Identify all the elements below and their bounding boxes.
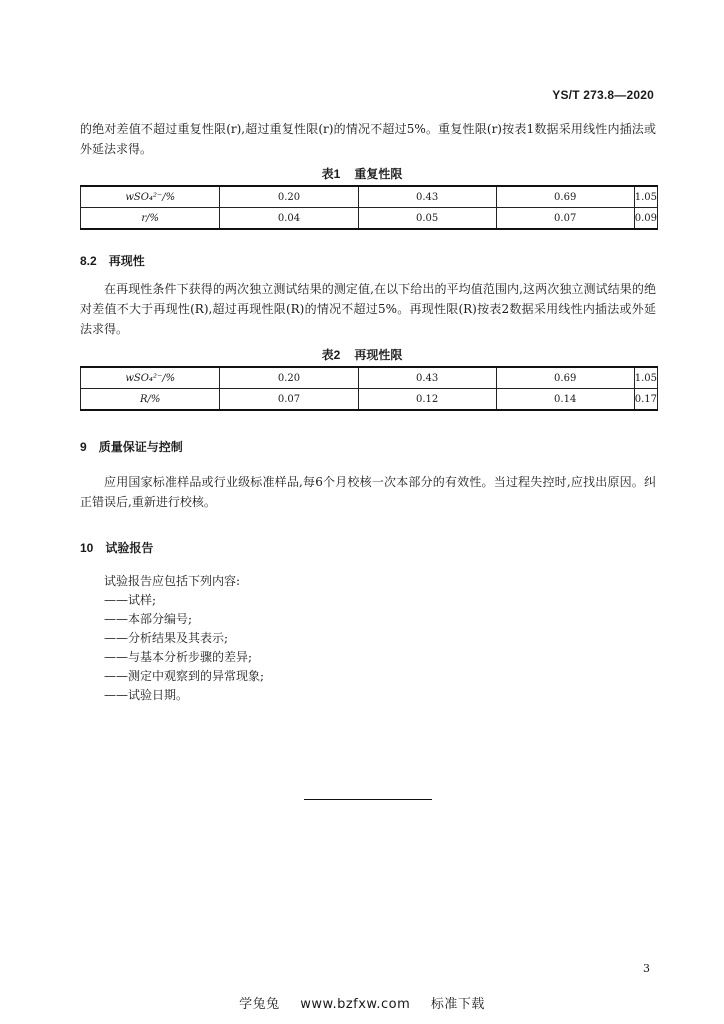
table-cell: 0.05 (358, 208, 496, 230)
table-cell: 0.20 (220, 186, 358, 208)
table-cell: wSO₄²⁻/% (81, 367, 220, 389)
section-9-heading (80, 438, 183, 455)
table-cell: 0.07 (220, 389, 358, 411)
table-row (81, 208, 658, 230)
section-9-paragraph: 应用国家标准样品或行业级标准样品,每6个月校核一次本部分的有效性。当过程失控时,应找出原因。纠正错误后,重新进行校核。 (80, 475, 656, 509)
section-10-heading (80, 539, 153, 556)
table-cell: 0.14 (496, 389, 634, 411)
section-title: 质量保证与控制 (98, 440, 183, 454)
table1-caption (0, 165, 724, 182)
section-number: 10 (80, 541, 94, 555)
table-cell: 0.09 (634, 208, 657, 230)
table-cell: 0.04 (220, 208, 358, 230)
table1-title: 重复性限 (354, 167, 403, 181)
table-cell: 0.12 (358, 389, 496, 411)
table-cell: 0.43 (358, 367, 496, 389)
table-cell: 0.69 (496, 367, 634, 389)
list-item: ——试样; (104, 593, 157, 607)
table2 (80, 366, 658, 411)
list-item: ——测定中观察到的异常现象; (104, 669, 265, 683)
section-title: 试验报告 (105, 541, 154, 555)
table-cell: R/% (81, 389, 220, 411)
table1 (80, 185, 658, 230)
table-cell: 0.69 (496, 186, 634, 208)
report-contents-list (104, 572, 264, 705)
table-row (81, 389, 658, 411)
table-cell: 0.07 (496, 208, 634, 230)
standard-code: YS/T 273.8—2020 (552, 88, 654, 102)
table-cell: 0.20 (220, 367, 358, 389)
table-row (81, 367, 658, 389)
footer-watermark (0, 993, 724, 1012)
list-item: ——与基本分析步骤的差异; (104, 650, 253, 664)
footer-site-name: 学兔兔 (239, 997, 280, 1012)
footer-tagline: 标准下载 (430, 997, 485, 1012)
table-cell: 0.17 (634, 389, 657, 411)
section-8-2-heading (80, 252, 145, 269)
table-cell: wSO₄²⁻/% (81, 186, 220, 208)
table-row (81, 186, 658, 208)
section-title: 再现性 (108, 254, 145, 268)
list-item: ——本部分编号; (104, 612, 193, 626)
table-cell: r/% (81, 208, 220, 230)
table-cell: 1.05 (634, 367, 657, 389)
table2-number: 表2 (321, 348, 341, 362)
section-number: 9 (80, 440, 87, 454)
table1-number: 表1 (321, 167, 341, 181)
section-number: 8.2 (80, 254, 97, 268)
footer-url[interactable]: www.bzfxw.com (300, 997, 411, 1012)
end-rule (304, 799, 432, 800)
intro-paragraph: 的绝对差值不超过重复性限(r),超过重复性限(r)的情况不超过5%。重复性限(r)按表1数据采用线性内插法或外延法求得。 (80, 122, 656, 156)
list-lead: 试验报告应包括下列内容: (104, 574, 241, 588)
table-cell: 1.05 (634, 186, 657, 208)
table-cell: 0.43 (358, 186, 496, 208)
section-8-2-paragraph: 在再现性条件下获得的两次独立测试结果的测定值,在以下给出的平均值范围内,这两次独立测试结果的绝对差值不大于再现性(R),超过再现性限(R)的情况不超过5%。再现性限(R)按表2数据采用线性内插法或外延法求得。 (80, 282, 656, 336)
table2-caption (0, 346, 724, 363)
table2-title: 再现性限 (354, 348, 403, 362)
page-number: 3 (643, 962, 650, 975)
list-item: ——分析结果及其表示; (104, 631, 229, 645)
list-item: ——试验日期。 (104, 688, 189, 702)
